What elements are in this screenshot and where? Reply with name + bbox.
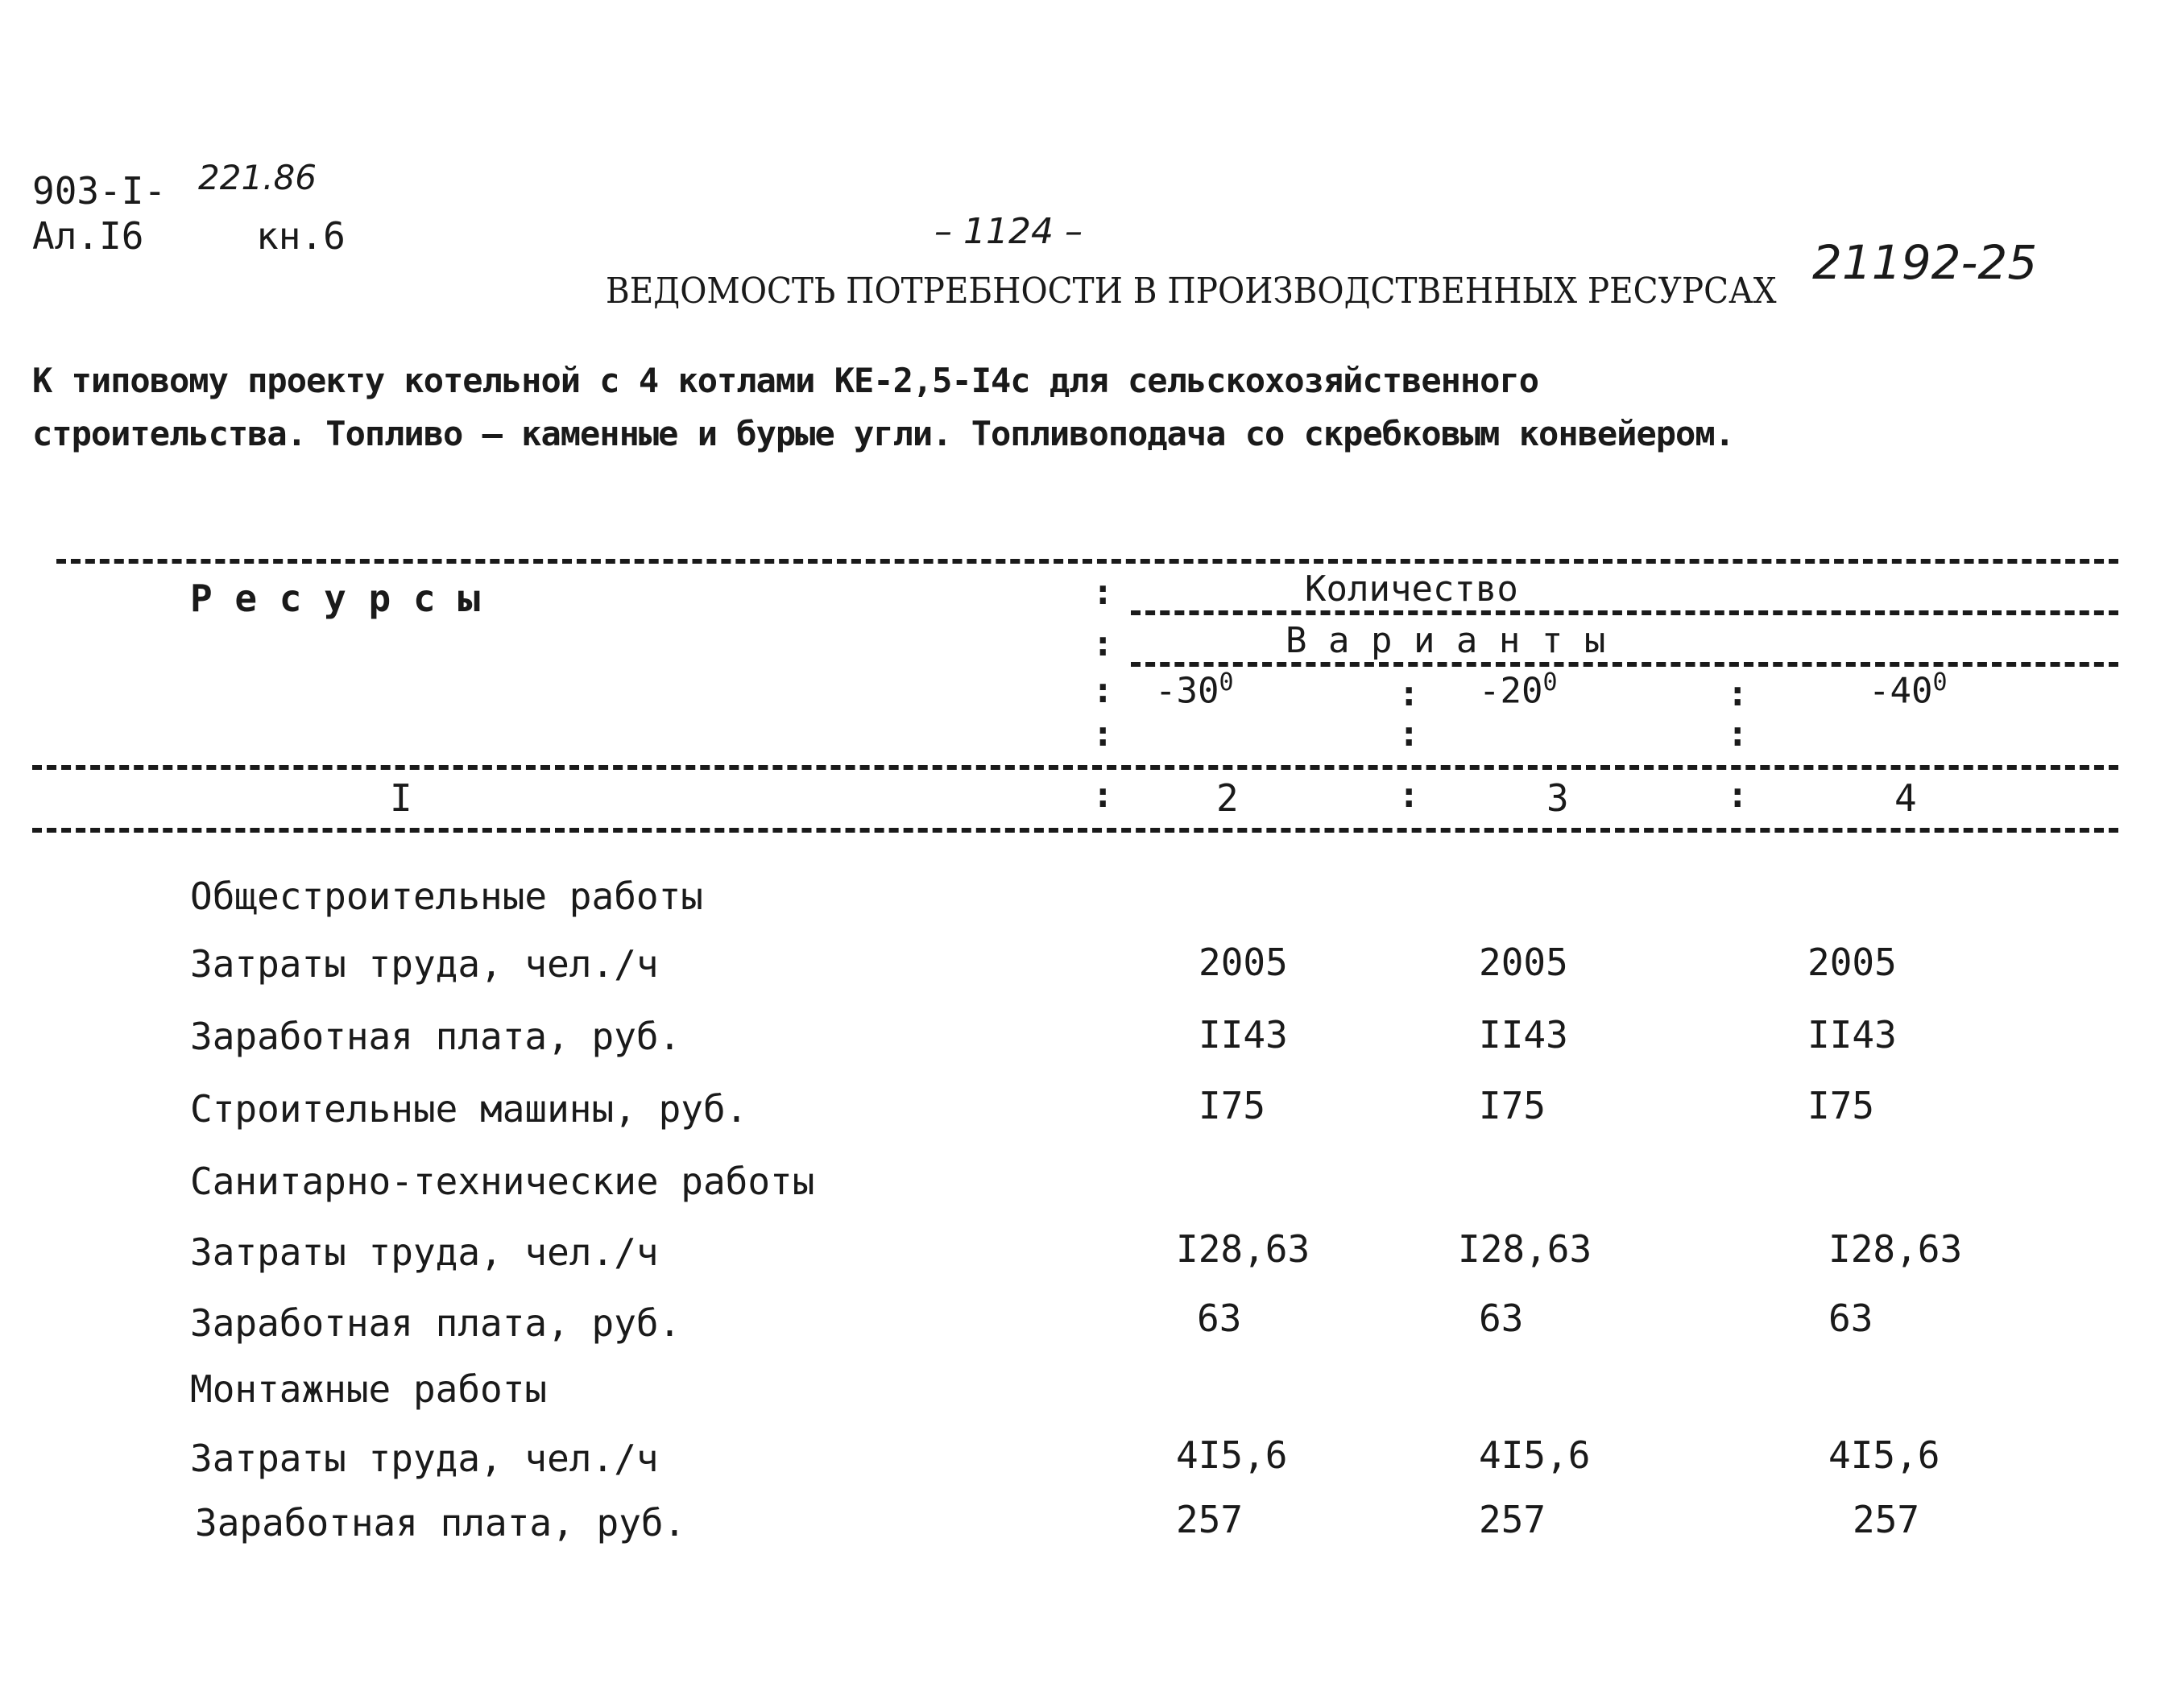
col-separator: : [1727, 713, 1749, 755]
col-separator: : [1727, 775, 1749, 816]
variant-header-3 [1869, 668, 1948, 712]
album-label: Ал.I6 [32, 214, 144, 258]
doc-number: 21192-25 [1812, 235, 2038, 290]
col-separator: : [1727, 673, 1749, 714]
row-label: Заработная плата, руб. [195, 1501, 686, 1545]
cell-value: 2005 [1807, 941, 1897, 984]
cell-value: I28,63 [1828, 1227, 1963, 1271]
variant-header-2 [1479, 668, 1558, 712]
cell-value: I75 [1479, 1084, 1546, 1127]
cell-value: 257 [1479, 1498, 1546, 1541]
cell-value: II43 [1479, 1013, 1568, 1057]
col-separator: : [1398, 673, 1420, 714]
row-label: Заработная плата, руб. [190, 1015, 681, 1058]
row-label: Затраты труда, чел./ч [190, 942, 659, 986]
series-code [32, 169, 166, 213]
header-bottom-rule [32, 828, 2118, 833]
cell-value: 63 [1828, 1297, 1873, 1340]
col-separator: : [1398, 775, 1420, 816]
col-separator: : [1092, 775, 1114, 816]
cell-value: I28,63 [1458, 1227, 1592, 1271]
row-label: Затраты труда, чел./ч [190, 1230, 659, 1274]
header-mid-rule [32, 765, 2118, 770]
header-top-rule [56, 559, 2118, 564]
variant-value: -20 [1479, 670, 1543, 712]
quantity-header: Количество [1305, 569, 1518, 610]
cell-value: 2005 [1199, 941, 1288, 984]
variant-value: -30 [1155, 670, 1219, 712]
cell-value: 4I5,6 [1176, 1433, 1288, 1477]
column-number-1: I [390, 776, 412, 820]
cell-value: II43 [1807, 1013, 1897, 1057]
cell-value: 4I5,6 [1479, 1433, 1591, 1477]
cell-value: 4I5,6 [1828, 1433, 1940, 1477]
degree-sup: 0 [1219, 668, 1234, 697]
cell-value: I28,63 [1176, 1227, 1310, 1271]
quantity-underline [1131, 610, 2118, 615]
degree-sup: 0 [1542, 668, 1558, 697]
variant-value: -40 [1869, 670, 1933, 712]
series-label: 903-I- [32, 169, 167, 213]
col-separator: : [1398, 713, 1420, 755]
col-separator: : [1092, 572, 1114, 613]
cell-value: II43 [1199, 1013, 1288, 1057]
series-handwritten: 221.86 [198, 158, 317, 197]
column-number-2: 2 [1216, 776, 1239, 820]
column-number-4: 4 [1894, 776, 1917, 820]
degree-sup: 0 [1932, 668, 1948, 697]
variants-header: В а р и а н т ы [1286, 620, 1606, 661]
section-heading: Монтажные работы [190, 1367, 548, 1411]
subtitle-line-2: строительства. Топливо – каменные и бурые угли. Топливоподача со скребковым конвейером. [32, 414, 1734, 453]
col-separator: : [1092, 713, 1114, 755]
cell-value: 2005 [1479, 941, 1568, 984]
subtitle-line-1: К типовому проекту котельной с 4 котлами КЕ-2,5-I4с для сельскохозяйственного [32, 361, 1539, 400]
page-title: ВЕДОМОСТЬ ПОТРЕБНОСТИ В ПРОИЗВОДСТВЕННЫХ РЕСУРСАХ [606, 271, 1777, 312]
cell-value: 63 [1197, 1297, 1242, 1340]
cell-value: 257 [1176, 1498, 1244, 1541]
page-number: – 1124 – [934, 211, 1083, 252]
column-number-3: 3 [1546, 776, 1569, 820]
col-separator: : [1092, 623, 1114, 664]
section-heading: Общестроительные работы [190, 875, 703, 918]
row-label: Затраты труда, чел./ч [190, 1437, 659, 1480]
cell-value: 63 [1479, 1297, 1524, 1340]
col-separator: : [1092, 670, 1114, 711]
row-label: Строительные машины, руб. [190, 1087, 748, 1131]
book-label: кн.6 [256, 214, 346, 258]
section-heading: Санитарно-технические работы [190, 1160, 815, 1203]
cell-value: I75 [1199, 1084, 1266, 1127]
cell-value: 257 [1853, 1498, 1920, 1541]
variants-underline [1131, 662, 2118, 667]
variant-header-1 [1155, 668, 1234, 712]
row-label: Заработная плата, руб. [190, 1301, 681, 1345]
resources-column-header: Р е с у р с ы [190, 577, 481, 620]
cell-value: I75 [1807, 1084, 1875, 1127]
